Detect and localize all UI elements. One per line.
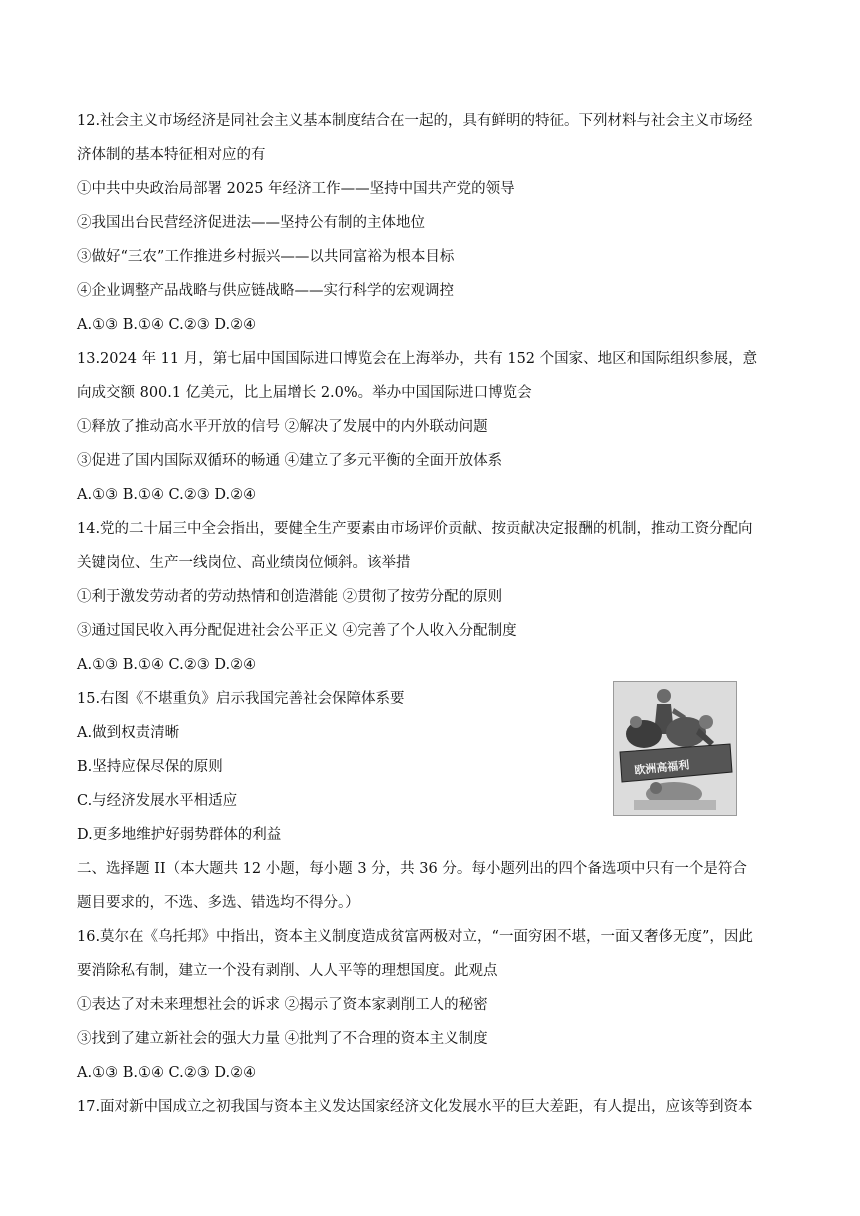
q12-option-4: ④企业调整产品战略与供应链战略——实行科学的宏观调控 <box>77 283 454 299</box>
q14-stem-line-1: 14.党的二十届三中全会指出，要健全生产要素由市场评价贡献、按贡献决定报酬的机制，推动工资分配向 <box>77 521 753 537</box>
slab-label: 欧洲高福利 <box>633 758 690 778</box>
q12-option-3: ③做好“三农”工作推进乡村振兴——以共同富裕为根本目标 <box>77 249 455 265</box>
q14-choices: A.①③ B.①④ C.②③ D.②④ <box>77 657 257 673</box>
q13-stem-line-1: 13.2024 年 11 月，第七届中国国际进口博览会在上海举办，共有 152 个国家、地区和国际组织参展，意 <box>77 351 758 367</box>
q12-choices: A.①③ B.①④ C.②③ D.②④ <box>77 317 257 333</box>
q15-option-b: B.坚持应保尽保的原则 <box>77 759 223 775</box>
q13-stem-line-2: 向成交额 800.1 亿美元，比上届增长 2.0%。举办中国国际进口博览会 <box>77 385 532 401</box>
q15-option-d: D.更多地维护好弱势群体的利益 <box>77 827 282 843</box>
q16-options-1-2: ①表达了对未来理想社会的诉求 ②揭示了资本家剥削工人的秘密 <box>77 997 488 1013</box>
q12-stem-line-2: 济体制的基本特征相对应的有 <box>77 147 266 163</box>
q13-choices: A.①③ B.①④ C.②③ D.②④ <box>77 487 257 503</box>
q14-stem-line-2: 关键岗位、生产一线岗位、高业绩岗位倾斜。该举措 <box>77 555 411 571</box>
section2-heading-line-1: 二、选择题 II（本大题共 12 小题，每小题 3 分，共 36 分。每小题列出的四个备选项中只有一个是符合 <box>77 861 747 877</box>
q17-stem-line-1: 17.面对新中国成立之初我国与资本主义发达国家经济文化发展水平的巨大差距，有人提出，应该等到资本 <box>77 1099 753 1115</box>
q14-options-3-4: ③通过国民收入再分配促进社会公平正义 ④完善了个人收入分配制度 <box>77 623 517 639</box>
cartoon-illustration <box>614 682 736 815</box>
section2-heading-line-2: 题目要求的，不选、多选、错选均不得分。） <box>77 895 360 911</box>
q16-stem-line-2: 要消除私有制，建立一个没有剥削、人人平等的理想国度。此观点 <box>77 963 498 979</box>
q16-stem-line-1: 16.莫尔在《乌托邦》中指出，资本主义制度造成贫富两极对立，“一面穷困不堪，一面又奢侈无度”，因此 <box>77 929 753 945</box>
q16-choices: A.①③ B.①④ C.②③ D.②④ <box>77 1065 257 1081</box>
q14-options-1-2: ①利于激发劳动者的劳动热情和创造潜能 ②贯彻了按劳分配的原则 <box>77 589 503 605</box>
q16-options-3-4: ③找到了建立新社会的强大力量 ④批判了不合理的资本主义制度 <box>77 1031 488 1047</box>
q12-option-1: ①中共中央政治局部署 2025 年经济工作——坚持中国共产党的领导 <box>77 181 515 197</box>
q13-options-1-2: ①释放了推动高水平开放的信号 ②解决了发展中的内外联动问题 <box>77 419 488 435</box>
q15-stem: 15.右图《不堪重负》启示我国完善社会保障体系要 <box>77 691 405 707</box>
q12-stem-line-1: 12.社会主义市场经济是同社会主义基本制度结合在一起的，具有鲜明的特征。下列材料与社会主义市场经 <box>77 113 753 129</box>
q12-option-2: ②我国出台民营经济促进法——坚持公有制的主体地位 <box>77 215 425 231</box>
q15-option-c: C.与经济发展水平相适应 <box>77 793 238 809</box>
cartoon-figure <box>613 681 737 816</box>
q15-option-a: A.做到权责清晰 <box>77 725 180 741</box>
q13-options-3-4: ③促进了国内国际双循环的畅通 ④建立了多元平衡的全面开放体系 <box>77 453 503 469</box>
